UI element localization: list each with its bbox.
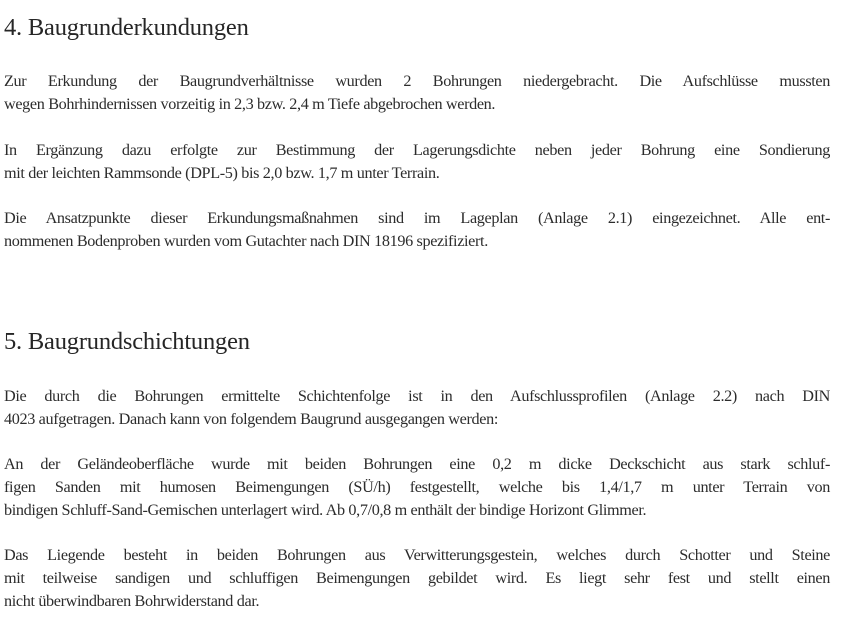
paragraph-liegende [4, 544, 834, 613]
text-line: Zur Erkundung der Baugrundverhältnisse wurden 2 Bohrungen niedergebracht. Die Aufschlüsse mussten [4, 72, 830, 90]
paragraph-schichtenfolge [4, 385, 834, 431]
text-line: In Ergänzung dazu erfolgte zur Bestimmung der Lagerungsdichte neben jeder Bohrung eine Sondierung [4, 141, 830, 159]
section-heading-4: 4. Baugrunderkundungen [4, 14, 249, 41]
text-line: nicht überwindbaren Bohrwiderstand dar. [4, 592, 260, 610]
section-heading-5: 5. Baugrundschichtungen [4, 328, 250, 355]
text-line: Die Ansatzpunkte dieser Erkundungsmaßnahmen sind im Lageplan (Anlage 2.1) eingezeichnet. Alle ent- [4, 209, 830, 227]
text-line: Das Liegende besteht in beiden Bohrungen aus Verwitterungsgestein, welches durch Schotter und Steine [4, 546, 830, 564]
paragraph-erkundung [4, 70, 834, 116]
text-line: mit der leichten Rammsonde (DPL-5) bis 2,0 bzw. 1,7 m unter Terrain. [4, 164, 440, 182]
text-line: figen Sanden mit humosen Beimengungen (SÜ/h) festgestellt, welche bis 1,4/1,7 m unter Terrain von [4, 478, 830, 496]
text-line: mit teilweise sandigen und schluffigen Beimengungen gebildet wird. Es liegt sehr fest und stellt einen [4, 569, 830, 587]
text-line: Die durch die Bohrungen ermittelte Schichtenfolge ist in den Aufschlussprofilen (Anlage 2.2) nach DIN [4, 387, 830, 405]
paragraph-deckschicht [4, 453, 834, 522]
paragraph-sondierung [4, 139, 834, 185]
paragraph-ansatzpunkte [4, 207, 834, 253]
text-line: wegen Bohrhindernissen vorzeitig in 2,3 bzw. 2,4 m Tiefe abgebrochen werden. [4, 95, 496, 113]
text-line: 4023 aufgetragen. Danach kann von folgendem Baugrund ausgegangen werden: [4, 410, 498, 428]
text-line: bindigen Schluff-Sand-Gemischen unterlagert wird. Ab 0,7/0,8 m enthält der bindige Horizont Glimmer. [4, 501, 647, 519]
text-line: An der Geländeoberfläche wurde mit beiden Bohrungen eine 0,2 m dicke Deckschicht aus stark schluf- [4, 455, 830, 473]
text-line: nommenen Bodenproben wurden vom Gutachter nach DIN 18196 spezifiziert. [4, 232, 488, 250]
